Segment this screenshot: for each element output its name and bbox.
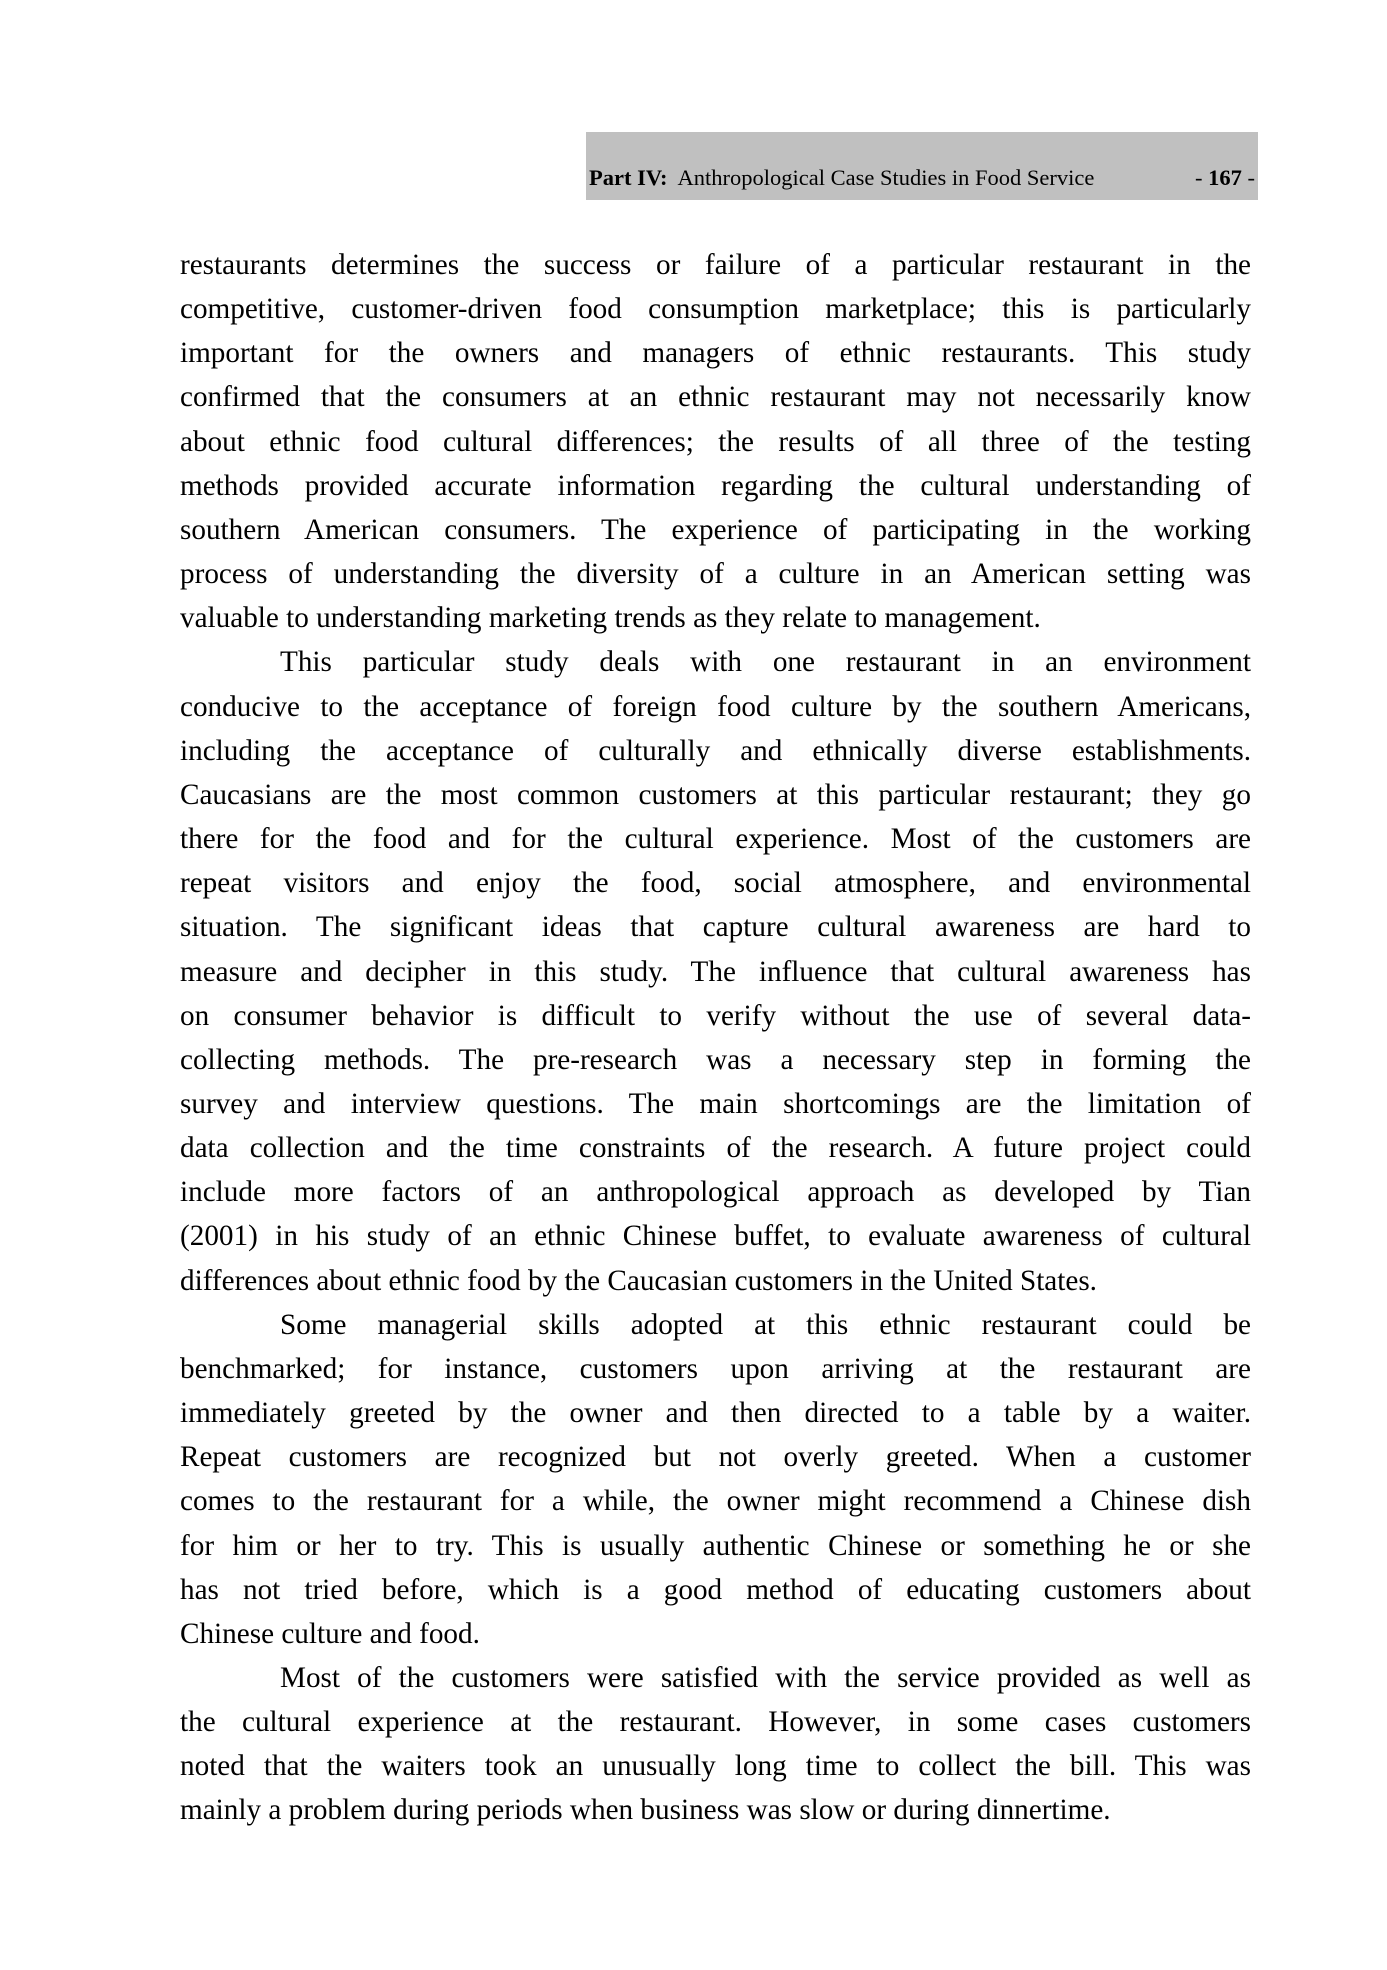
page-number [1195, 165, 1255, 191]
page-number-value: 167 [1208, 165, 1242, 190]
text-line: Repeat customers are recognized but not overly greeted. When a customer [180, 1441, 1251, 1474]
text-line: noted that the waiters took an unusually long time to collect the bill. This was [180, 1750, 1251, 1783]
paragraph [180, 243, 1251, 640]
header-title [589, 165, 1094, 191]
page-number-suffix: - [1241, 165, 1255, 190]
text-line: Chinese culture and food. [180, 1617, 480, 1650]
page-number-prefix: - [1195, 165, 1209, 190]
text-line: collecting methods. The pre-research was a necessary step in forming the [180, 1043, 1251, 1076]
text-line: about ethnic food cultural differences; the results of all three of the testing [180, 425, 1251, 458]
text-line: Most of the customers were satisfied with the service provided as well as [280, 1662, 1251, 1694]
paragraph [180, 1656, 1251, 1833]
text-line: southern American consumers. The experience of participating in the working [180, 513, 1251, 546]
text-line: immediately greeted by the owner and then directed to a table by a waiter. [180, 1397, 1251, 1430]
text-line: for him or her to try. This is usually authentic Chinese or something he or she [180, 1529, 1251, 1562]
text-line: measure and decipher in this study. The influence that cultural awareness has [180, 955, 1251, 988]
text-line: situation. The significant ideas that capture cultural awareness are hard to [180, 911, 1251, 944]
text-line: restaurants determines the success or failure of a particular restaurant in the [180, 249, 1251, 281]
text-line: important for the owners and managers of ethnic restaurants. This study [180, 337, 1251, 370]
text-line: valuable to understanding marketing trends as they relate to management. [180, 602, 1041, 635]
text-line: the cultural experience at the restaurant. However, in some cases customers [180, 1706, 1251, 1739]
text-line: survey and interview questions. The main shortcomings are the limitation of [180, 1087, 1251, 1120]
text-line: methods provided accurate information regarding the cultural understanding of [180, 469, 1251, 502]
text-line: Caucasians are the most common customers at this particular restaurant; they go [180, 778, 1251, 811]
text-line: (2001) in his study of an ethnic Chinese buffet, to evaluate awareness of cultural [180, 1220, 1251, 1253]
header-part-label: Part IV: [589, 165, 668, 190]
text-line: include more factors of an anthropological approach as developed by Tian [180, 1176, 1251, 1209]
text-line: including the acceptance of culturally and ethnically diverse establishments. [180, 734, 1251, 767]
text-line: comes to the restaurant for a while, the owner might recommend a Chinese dish [180, 1485, 1251, 1518]
header-section-title: Anthropological Case Studies in Food Service [677, 165, 1095, 190]
text-line: data collection and the time constraints of the research. A future project could [180, 1132, 1251, 1165]
text-line: confirmed that the consumers at an ethnic restaurant may not necessarily know [180, 381, 1251, 414]
paragraph [180, 640, 1251, 1302]
text-line: process of understanding the diversity of a culture in an American setting was [180, 558, 1251, 591]
text-line: differences about ethnic food by the Caucasian customers in the United States. [180, 1264, 1097, 1297]
text-line: benchmarked; for instance, customers upon arriving at the restaurant are [180, 1352, 1251, 1385]
running-header [586, 132, 1258, 200]
text-line: Some managerial skills adopted at this ethnic restaurant could be [280, 1308, 1251, 1341]
body-text [180, 243, 1251, 1833]
text-line: competitive, customer-driven food consumption marketplace; this is particularly [180, 293, 1251, 326]
text-line: repeat visitors and enjoy the food, social atmosphere, and environmental [180, 867, 1251, 900]
text-line: there for the food and for the cultural experience. Most of the customers are [180, 823, 1251, 856]
text-line: has not tried before, which is a good method of educating customers about [180, 1573, 1251, 1606]
text-line: mainly a problem during periods when business was slow or during dinnertime. [180, 1794, 1111, 1827]
paragraph [180, 1303, 1251, 1656]
text-line: on consumer behavior is difficult to verify without the use of several data- [180, 999, 1251, 1032]
text-line: conducive to the acceptance of foreign food culture by the southern Americans, [180, 690, 1251, 723]
text-line: This particular study deals with one restaurant in an environment [280, 646, 1251, 679]
